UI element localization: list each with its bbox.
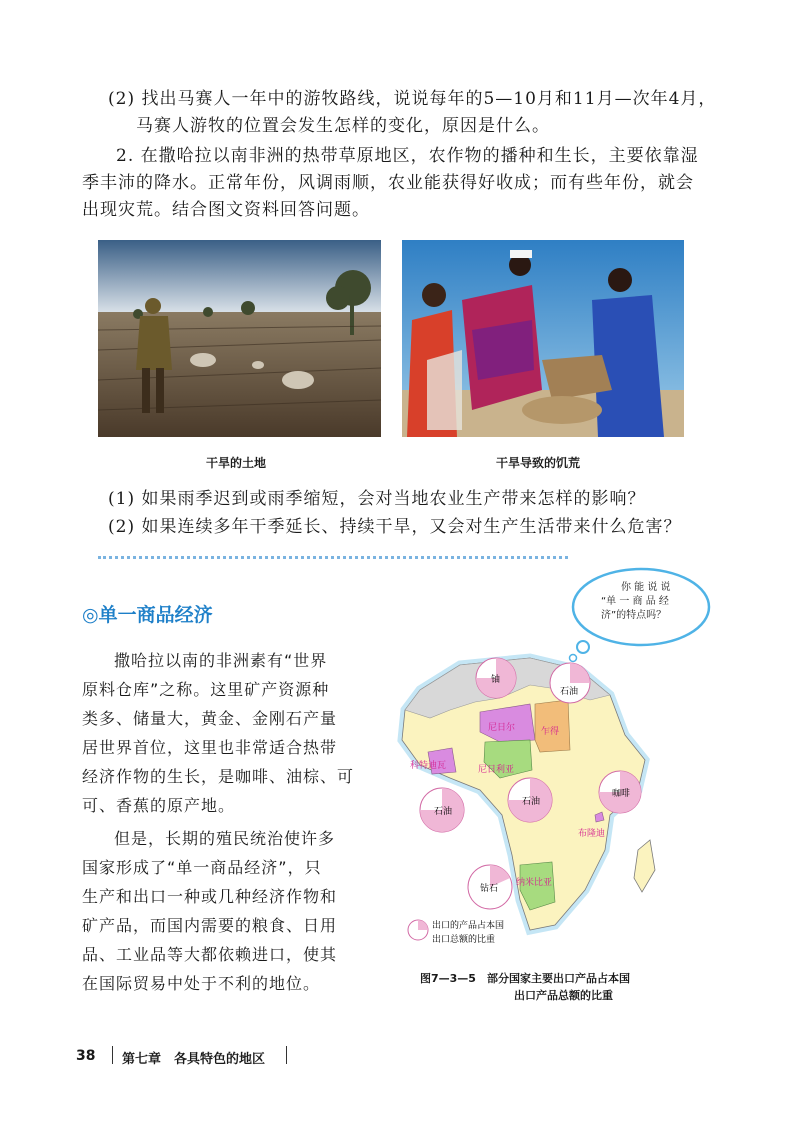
- label-uranium: 铀: [491, 675, 501, 685]
- body-line: 矿产品，而国内需要的粮食、日用: [82, 916, 338, 935]
- label-oil-west: 石油: [434, 807, 453, 817]
- paragraph-2-line-2: 季丰沛的降水。正常年份，风调雨顺，农业能获得好收成；而有些年份，就会: [82, 173, 694, 193]
- figure-caption-line-2: 出口产品总额的比重: [514, 989, 613, 1002]
- label-oil-central: 石油: [522, 797, 541, 807]
- footer-divider: [286, 1046, 287, 1064]
- chapter-title: 第七章 各具特色的地区: [122, 1052, 266, 1067]
- label-chad: 乍得: [541, 727, 560, 737]
- body-line: 原料仓库”之称。这里矿产资源种: [82, 680, 330, 699]
- label-burundi: 布隆迪: [578, 829, 606, 839]
- body-line: 品、工业品等大都依赖进口，使其: [82, 945, 338, 964]
- label-diamond: 钻石: [480, 884, 499, 894]
- body-line: 但是，长期的殖民统治使许多: [114, 829, 336, 848]
- label-coffee: 咖啡: [612, 789, 631, 799]
- legend-line-1: 出口的产品占本国: [432, 921, 505, 931]
- label-nigeria: 尼日利亚: [478, 765, 515, 775]
- label-namibia: 纳米比亚: [516, 878, 553, 888]
- paragraph-2-line-3: 出现灾荒。结合图文资料回答问题。: [82, 200, 370, 220]
- legend-line-2: 出口总额的比重: [432, 935, 496, 945]
- paragraph-2-line-1: 2. 在撒哈拉以南非洲的热带草原地区，农作物的播种和生长，主要依靠湿: [116, 146, 699, 166]
- label-oil-chad: 石油: [560, 687, 579, 697]
- body-line: 居世界首位，这里也非常适合热带: [82, 738, 338, 757]
- figure-caption: [420, 970, 630, 1004]
- body-line: 国家形成了“单一商品经济”，只: [82, 858, 322, 877]
- africa-export-map: [380, 640, 680, 955]
- dry-land-caption: 干旱的土地: [206, 456, 267, 470]
- question-2: (2) 如果连续多年干季延长、持续干旱，又会对生产生活带来什么危害？: [108, 517, 682, 537]
- body-line: 类多、储量大，黄金、金刚石产量: [82, 709, 338, 728]
- pie-oil-chad: [550, 663, 590, 703]
- page-number: 38: [76, 1048, 96, 1064]
- body-line: 撒哈拉以南的非洲素有“世界: [114, 651, 328, 670]
- madagascar: [634, 840, 655, 892]
- section-title: ◎单一商品经济: [82, 604, 213, 626]
- legend-pie: [408, 920, 428, 940]
- question-2-line-1: (2) 找出马赛人一年中的游牧路线，说说每年的5—10月和11月—次年4月，: [108, 89, 717, 109]
- question-1: (1) 如果雨季迟到或雨季缩短，会对当地农业生产带来怎样的影响？: [108, 489, 646, 509]
- bubble-line-1: 你 能 说 说: [621, 582, 671, 593]
- dry-land-photo: [98, 240, 381, 437]
- body-line: 经济作物的生长，是咖啡、油棕、可: [82, 767, 355, 786]
- label-niger: 尼日尔: [488, 723, 516, 733]
- body-line: 在国际贸易中处于不利的地位。: [82, 974, 321, 993]
- label-cote-divoire: 科特迪瓦: [410, 761, 447, 771]
- chad-region: [535, 700, 570, 752]
- famine-caption: 干旱导致的饥荒: [496, 456, 581, 470]
- section-divider: [98, 556, 568, 559]
- body-line: 可、香蕉的原产地。: [82, 796, 236, 815]
- question-2-line-2: 马赛人游牧的位置会发生怎样的变化，原因是什么。: [136, 116, 550, 136]
- figure-caption-line-1: 图7—3—5 部分国家主要出口产品占本国: [420, 972, 630, 985]
- bubble-line-3: 济”的特点吗？: [601, 610, 667, 621]
- body-line: 生产和出口一种或几种经济作物和: [82, 887, 338, 906]
- footer-divider: [112, 1046, 113, 1064]
- bubble-line-2: “单 一 商 品 经: [601, 596, 669, 607]
- famine-photo: [402, 240, 684, 437]
